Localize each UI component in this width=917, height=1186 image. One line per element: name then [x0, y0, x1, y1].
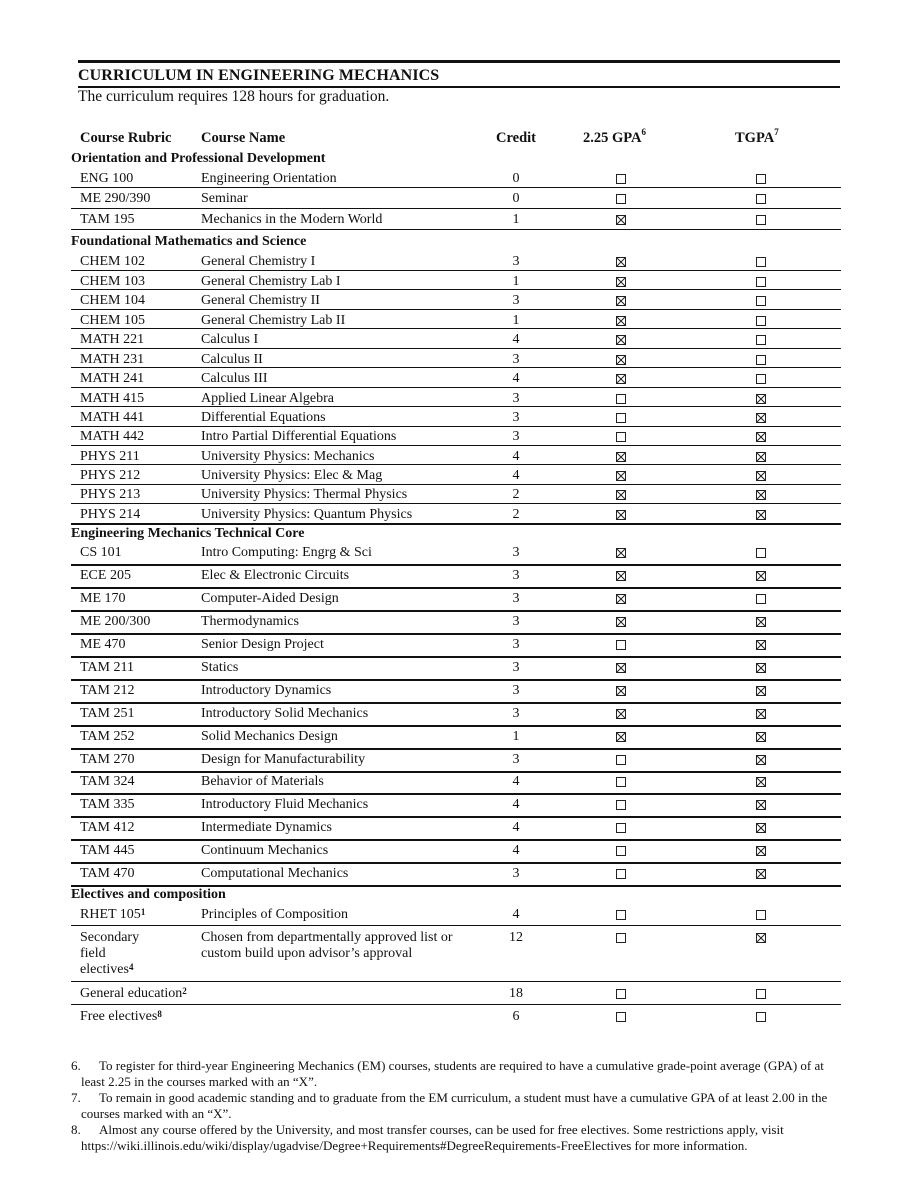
gpa-checked-box-icon	[616, 490, 626, 500]
tgpa-checked-box-icon	[756, 432, 766, 442]
course-rubric	[80, 843, 135, 859]
tgpa-checked-box-icon	[756, 571, 766, 581]
footnote-text: To register for third-year Engineering Mechanics (EM) courses, students are required to have a cumulative grade-point average (GPA) of at least 2.25 in the courses marked with an “X”.	[81, 1058, 824, 1089]
gpa-empty-box-icon	[616, 394, 626, 404]
course-credit: 4	[512, 820, 520, 835]
course-name: Calculus I	[201, 332, 259, 347]
footnote-text: Almost any course offered by the University, and most transfer courses, can be used for free electives. Some restrictions apply, visit https://wiki.illinois.edu/wiki/display/ugadvise/Degree+Requirements#DegreeRequirements-FreeElectives for more information.	[81, 1122, 784, 1153]
course-rubric	[80, 706, 135, 722]
gpa-empty-box-icon	[616, 755, 626, 765]
row-divider	[71, 328, 841, 329]
course-name: Design for Manufacturability	[201, 752, 366, 767]
row-divider	[71, 426, 841, 427]
course-credit: 0	[512, 191, 520, 206]
footnote-ref: 1	[140, 907, 146, 917]
course-credit: 4	[512, 371, 520, 386]
footnote-number: 7.	[71, 1090, 81, 1105]
row-divider	[71, 679, 841, 681]
gpa-empty-box-icon	[616, 869, 626, 879]
tgpa-checked-box-icon	[756, 777, 766, 787]
course-rubric-text: Secondary	[80, 930, 140, 945]
course-name-line: custom build upon advisor’s approval	[201, 946, 413, 961]
row-divider	[71, 229, 841, 230]
course-rubric	[80, 429, 144, 445]
row-divider	[71, 771, 841, 773]
gpa-header-footnote-ref: 6	[641, 127, 647, 137]
course-name: Computer-Aided Design	[201, 591, 339, 606]
course-name: Introductory Solid Mechanics	[201, 706, 369, 721]
tgpa-empty-box-icon	[756, 296, 766, 306]
course-name: Principles of Composition	[201, 907, 348, 922]
course-name: Intro Computing: Engrg & Sci	[201, 545, 372, 560]
row-divider	[71, 748, 841, 750]
course-name: General Chemistry II	[201, 293, 320, 308]
gpa-checked-box-icon	[616, 296, 626, 306]
course-rubric-line	[80, 962, 139, 978]
row-divider	[71, 816, 841, 818]
course-rubric-text: MATH 221	[80, 332, 145, 347]
course-name: Intro Partial Differential Equations	[201, 429, 397, 444]
tgpa-checked-box-icon	[756, 617, 766, 627]
gpa-empty-box-icon	[616, 432, 626, 442]
tgpa-checked-box-icon	[756, 800, 766, 810]
footnote-6	[71, 1058, 841, 1090]
row-divider	[71, 981, 841, 982]
course-rubric-text: RHET 105	[80, 907, 141, 922]
course-credit: 1	[512, 729, 520, 744]
tgpa-empty-box-icon	[756, 355, 766, 365]
course-credit: 4	[512, 468, 520, 483]
course-credit: 4	[512, 797, 520, 812]
document-subtitle: The curriculum requires 128 hours for graduation.	[78, 87, 390, 105]
course-rubric-text: TAM 445	[80, 843, 135, 858]
gpa-checked-box-icon	[616, 316, 626, 326]
course-rubric-text: TAM 212	[80, 683, 135, 698]
tgpa-checked-box-icon	[756, 394, 766, 404]
course-name: Applied Linear Algebra	[201, 391, 334, 406]
gpa-checked-box-icon	[616, 374, 626, 384]
gpa-empty-box-icon	[616, 413, 626, 423]
course-rubric-text: PHYS 213	[80, 487, 141, 502]
row-divider	[71, 406, 841, 407]
tgpa-empty-box-icon	[756, 257, 766, 267]
row-divider	[71, 484, 841, 485]
tgpa-checked-box-icon	[756, 732, 766, 742]
course-name: Statics	[201, 660, 239, 675]
row-divider	[71, 387, 841, 388]
tgpa-empty-box-icon	[756, 374, 766, 384]
course-rubric-text: electives	[80, 962, 129, 977]
course-name: Introductory Fluid Mechanics	[201, 797, 369, 812]
course-rubric-text: Free electives	[80, 1009, 158, 1024]
course-credit: 3	[512, 254, 520, 269]
gpa-checked-box-icon	[616, 335, 626, 345]
course-rubric	[80, 313, 145, 329]
course-rubric	[80, 930, 139, 978]
course-credit: 3	[512, 591, 520, 606]
gpa-empty-box-icon	[616, 800, 626, 810]
header-top-rule	[78, 60, 840, 63]
course-name: General Chemistry Lab I	[201, 274, 341, 289]
course-rubric	[80, 507, 140, 523]
course-name: General Chemistry I	[201, 254, 316, 269]
tgpa-empty-box-icon	[756, 174, 766, 184]
course-name: Intermediate Dynamics	[201, 820, 333, 835]
course-rubric	[80, 752, 135, 768]
row-divider	[71, 348, 841, 349]
footnote-ref: 8	[157, 1009, 162, 1019]
course-rubric-text: field	[80, 946, 106, 961]
tgpa-checked-box-icon	[756, 823, 766, 833]
course-rubric-text: ME 470	[80, 637, 126, 652]
tgpa-checked-box-icon	[756, 846, 766, 856]
course-credit: 18	[509, 986, 523, 1001]
course-rubric-text: MATH 442	[80, 429, 145, 444]
gpa-checked-box-icon	[616, 663, 626, 673]
course-credit: 3	[512, 410, 520, 425]
course-rubric-text: MATH 241	[80, 371, 145, 386]
footnote-7	[71, 1090, 841, 1122]
course-rubric-text: PHYS 212	[80, 468, 141, 483]
column-header-gpa	[583, 127, 647, 147]
course-name: Continuum Mechanics	[201, 843, 329, 858]
row-divider	[71, 208, 841, 209]
course-rubric	[80, 729, 135, 745]
footnotes	[71, 1058, 841, 1154]
course-name: Senior Design Project	[201, 637, 324, 652]
row-divider	[71, 270, 841, 271]
course-credit: 1	[512, 212, 520, 227]
course-rubric-text: ENG 100	[80, 171, 134, 186]
course-rubric	[80, 591, 126, 607]
section-header: Orientation and Professional Development	[71, 151, 326, 166]
course-rubric-text: CHEM 102	[80, 254, 145, 269]
gpa-empty-box-icon	[616, 846, 626, 856]
row-divider	[71, 464, 841, 465]
column-header-rubric: Course Rubric	[80, 130, 172, 146]
gpa-checked-box-icon	[616, 617, 626, 627]
course-rubric	[80, 683, 135, 699]
course-rubric-text: TAM 324	[80, 774, 135, 789]
course-rubric	[80, 449, 140, 465]
footnote-ref: 2	[182, 986, 187, 996]
gpa-checked-box-icon	[616, 548, 626, 558]
course-credit: 3	[512, 706, 520, 721]
course-name: Elec & Electronic Circuits	[201, 568, 350, 583]
gpa-checked-box-icon	[616, 732, 626, 742]
course-rubric-text: TAM 251	[80, 706, 135, 721]
footnote-number: 8.	[71, 1122, 81, 1137]
row-divider	[71, 725, 841, 727]
gpa-empty-box-icon	[616, 910, 626, 920]
course-credit: 3	[512, 683, 520, 698]
section-header: Engineering Mechanics Technical Core	[71, 526, 305, 541]
gpa-checked-box-icon	[616, 215, 626, 225]
gpa-checked-box-icon	[616, 471, 626, 481]
course-credit: 3	[512, 352, 520, 367]
row-divider	[71, 633, 841, 635]
course-rubric	[80, 171, 133, 187]
course-rubric	[80, 371, 144, 387]
course-rubric	[80, 797, 135, 813]
course-credit: 3	[512, 293, 520, 308]
course-credit: 2	[512, 487, 520, 502]
course-rubric-text: PHYS 211	[80, 449, 140, 464]
course-name: Calculus III	[201, 371, 268, 386]
course-rubric	[80, 568, 131, 584]
tgpa-empty-box-icon	[756, 989, 766, 999]
course-rubric-text: CHEM 105	[80, 313, 145, 328]
course-name: Thermodynamics	[201, 614, 299, 629]
course-name: University Physics: Quantum Physics	[201, 507, 413, 522]
course-rubric	[80, 293, 145, 309]
course-rubric-text: TAM 335	[80, 797, 135, 812]
course-rubric-text: PHYS 214	[80, 507, 141, 522]
row-divider	[71, 925, 841, 926]
course-rubric	[80, 468, 140, 484]
course-name: General Chemistry Lab II	[201, 313, 346, 328]
course-name: University Physics: Elec & Mag	[201, 468, 383, 483]
course-credit: 3	[512, 545, 520, 560]
gpa-empty-box-icon	[616, 989, 626, 999]
course-credit: 12	[509, 930, 523, 945]
course-rubric	[80, 637, 126, 653]
tgpa-checked-box-icon	[756, 490, 766, 500]
course-rubric	[80, 614, 150, 630]
course-rubric-text: General education	[80, 986, 183, 1001]
course-rubric-text: TAM 195	[80, 212, 135, 227]
course-name: Computational Mechanics	[201, 866, 349, 881]
tgpa-header-label: TGPA	[735, 130, 775, 146]
course-name: Mechanics in the Modern World	[201, 212, 383, 227]
course-credit: 3	[512, 391, 520, 406]
course-credit: 1	[512, 274, 520, 289]
tgpa-checked-box-icon	[756, 933, 766, 943]
course-credit: 3	[512, 660, 520, 675]
tgpa-header-footnote-ref: 7	[774, 127, 779, 137]
course-credit: 4	[512, 449, 520, 464]
course-rubric-text: ME 290/390	[80, 191, 151, 206]
course-rubric-text: MATH 441	[80, 410, 145, 425]
gpa-empty-box-icon	[616, 933, 626, 943]
course-rubric-text: TAM 470	[80, 866, 135, 881]
course-name: Behavior of Materials	[201, 774, 324, 789]
tgpa-empty-box-icon	[756, 316, 766, 326]
course-credit: 3	[512, 866, 520, 881]
course-name: Solid Mechanics Design	[201, 729, 338, 744]
course-credit: 0	[512, 171, 520, 186]
tgpa-checked-box-icon	[756, 755, 766, 765]
course-rubric-line	[80, 930, 139, 946]
course-credit: 1	[512, 313, 520, 328]
course-rubric	[80, 545, 122, 561]
course-name: Engineering Orientation	[201, 171, 337, 186]
course-name: Differential Equations	[201, 410, 326, 425]
section-header: Electives and composition	[71, 887, 226, 902]
row-divider	[71, 564, 841, 566]
gpa-header-label: 2.25 GPA	[583, 130, 642, 146]
course-rubric	[80, 986, 187, 1002]
course-rubric	[80, 1009, 162, 1025]
gpa-checked-box-icon	[616, 510, 626, 520]
footnote-8	[71, 1122, 841, 1154]
row-divider	[71, 1004, 841, 1005]
course-rubric	[80, 820, 135, 836]
gpa-empty-box-icon	[616, 823, 626, 833]
gpa-empty-box-icon	[616, 174, 626, 184]
row-divider	[71, 862, 841, 864]
column-header-name: Course Name	[201, 130, 286, 146]
course-name: University Physics: Mechanics	[201, 449, 375, 464]
gpa-checked-box-icon	[616, 355, 626, 365]
row-divider	[71, 793, 841, 795]
course-rubric	[80, 332, 144, 348]
row-divider	[71, 187, 841, 188]
course-rubric-text: ME 200/300	[80, 614, 151, 629]
course-credit: 3	[512, 429, 520, 444]
course-rubric	[80, 254, 145, 270]
course-rubric-text: CS 101	[80, 545, 122, 560]
course-rubric	[80, 774, 135, 790]
course-credit: 4	[512, 907, 520, 922]
course-credit: 3	[512, 568, 520, 583]
row-divider	[71, 309, 841, 310]
course-rubric-text: TAM 412	[80, 820, 135, 835]
row-divider	[71, 289, 841, 290]
tgpa-empty-box-icon	[756, 1012, 766, 1022]
tgpa-checked-box-icon	[756, 452, 766, 462]
tgpa-empty-box-icon	[756, 910, 766, 920]
course-credit: 4	[512, 774, 520, 789]
tgpa-empty-box-icon	[756, 277, 766, 287]
column-header-tgpa	[735, 127, 779, 147]
course-credit: 3	[512, 752, 520, 767]
course-name: University Physics: Thermal Physics	[201, 487, 408, 502]
gpa-checked-box-icon	[616, 452, 626, 462]
course-rubric	[80, 391, 144, 407]
row-divider	[71, 587, 841, 589]
course-credit: 4	[512, 332, 520, 347]
gpa-checked-box-icon	[616, 686, 626, 696]
course-rubric	[80, 352, 144, 368]
course-name	[201, 930, 453, 962]
gpa-checked-box-icon	[616, 571, 626, 581]
course-rubric	[80, 907, 145, 923]
course-credit: 3	[512, 637, 520, 652]
tgpa-empty-box-icon	[756, 194, 766, 204]
course-rubric-text: TAM 270	[80, 752, 135, 767]
column-header-credit: Credit	[496, 130, 537, 146]
tgpa-empty-box-icon	[756, 548, 766, 558]
course-credit: 4	[512, 843, 520, 858]
course-rubric	[80, 660, 134, 676]
course-name: Calculus II	[201, 352, 263, 367]
course-credit: 3	[512, 614, 520, 629]
gpa-empty-box-icon	[616, 1012, 626, 1022]
course-rubric-text: MATH 415	[80, 391, 145, 406]
course-rubric-text: CHEM 103	[80, 274, 145, 289]
course-rubric-text: MATH 231	[80, 352, 145, 367]
tgpa-checked-box-icon	[756, 869, 766, 879]
course-credit: 2	[512, 507, 520, 522]
tgpa-checked-box-icon	[756, 413, 766, 423]
footnote-number: 6.	[71, 1058, 81, 1073]
tgpa-checked-box-icon	[756, 663, 766, 673]
gpa-checked-box-icon	[616, 277, 626, 287]
tgpa-checked-box-icon	[756, 709, 766, 719]
tgpa-checked-box-icon	[756, 640, 766, 650]
row-divider	[71, 656, 841, 658]
course-name: Seminar	[201, 191, 248, 206]
document-header	[78, 60, 840, 106]
gpa-empty-box-icon	[616, 194, 626, 204]
gpa-checked-box-icon	[616, 594, 626, 604]
tgpa-empty-box-icon	[756, 215, 766, 225]
course-rubric-text: TAM 252	[80, 729, 135, 744]
tgpa-empty-box-icon	[756, 594, 766, 604]
course-rubric	[80, 191, 150, 207]
tgpa-empty-box-icon	[756, 335, 766, 345]
course-rubric-text: TAM 211	[80, 660, 134, 675]
row-divider	[71, 503, 841, 504]
course-rubric	[80, 212, 135, 228]
course-rubric	[80, 487, 140, 503]
gpa-checked-box-icon	[616, 709, 626, 719]
gpa-empty-box-icon	[616, 640, 626, 650]
row-divider	[71, 523, 841, 525]
gpa-empty-box-icon	[616, 777, 626, 787]
course-rubric-text: ECE 205	[80, 568, 131, 583]
gpa-checked-box-icon	[616, 257, 626, 267]
course-rubric-line	[80, 946, 139, 962]
course-name-line: Chosen from departmentally approved list or	[201, 930, 453, 945]
row-divider	[71, 839, 841, 841]
tgpa-checked-box-icon	[756, 686, 766, 696]
tgpa-checked-box-icon	[756, 510, 766, 520]
course-rubric	[80, 410, 144, 426]
row-divider	[71, 445, 841, 446]
course-name: Introductory Dynamics	[201, 683, 332, 698]
course-rubric-text: ME 170	[80, 591, 126, 606]
course-credit: 6	[512, 1009, 520, 1024]
course-rubric	[80, 274, 145, 290]
course-rubric-text: CHEM 104	[80, 293, 145, 308]
footnote-ref: 4	[128, 962, 134, 972]
row-divider	[71, 610, 841, 612]
course-rubric	[80, 866, 135, 882]
footnote-text: To remain in good academic standing and to graduate from the EM curriculum, a student must have a cumulative GPA of at least 2.00 in the courses marked with an “X”.	[81, 1090, 828, 1121]
section-header: Foundational Mathematics and Science	[71, 234, 307, 249]
row-divider	[71, 367, 841, 368]
tgpa-checked-box-icon	[756, 471, 766, 481]
row-divider	[71, 702, 841, 704]
document-title: CURRICULUM IN ENGINEERING MECHANICS	[78, 67, 440, 84]
